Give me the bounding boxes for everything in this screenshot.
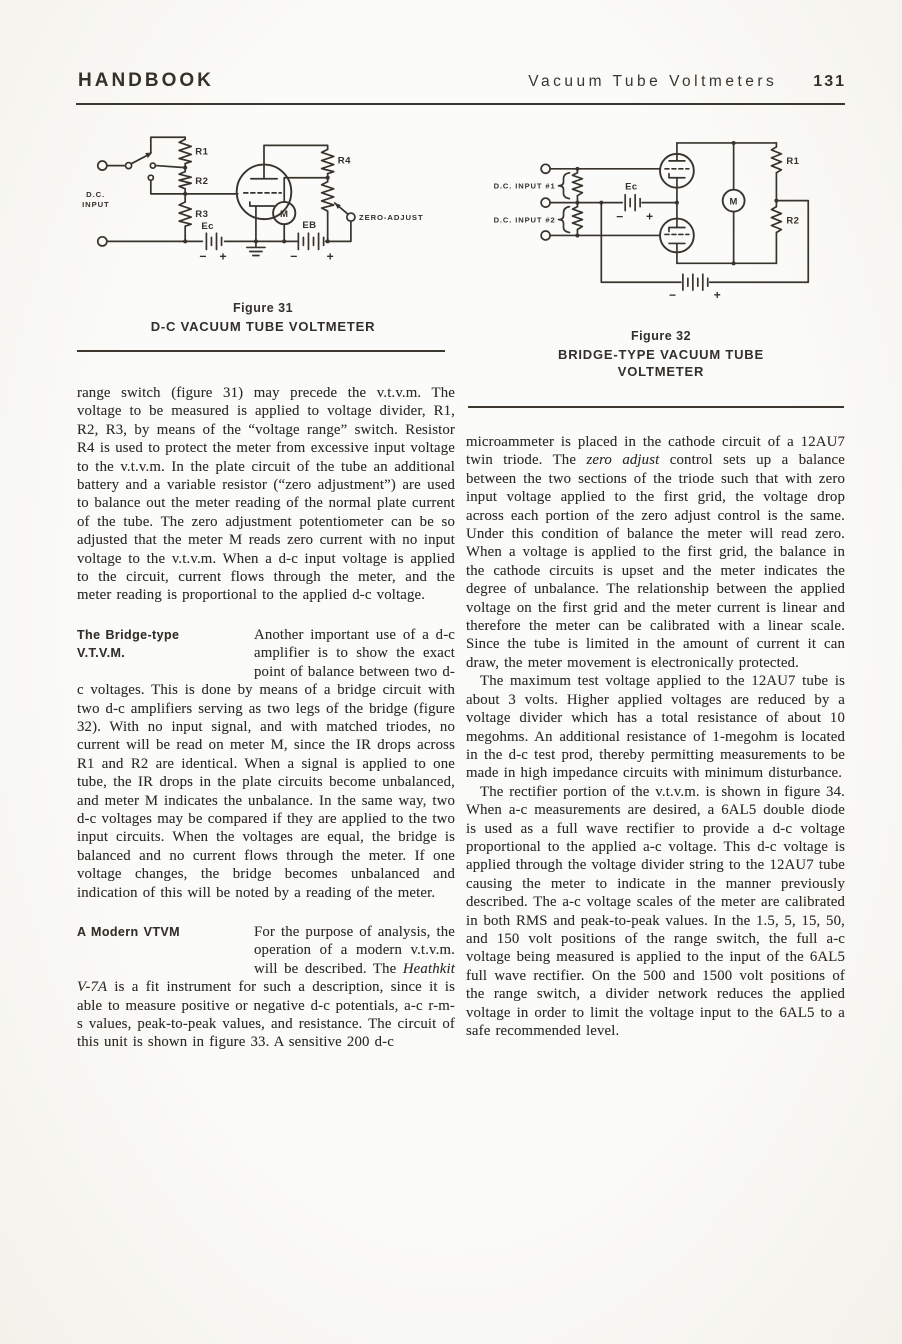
paragraph-microammeter [466,433,845,672]
right-column-rule [468,406,844,408]
paragraph-max-test-voltage: The maximum test voltage applied to the 12AU7 tube is about 3 volts. Higher applied voltages are reduced by a voltage divider which has a total resistance of about 10 megohms. An additional resistance of 1-megohm is located in the d-c test prod, thereby permitting measurements to be made in high impedance circuits with minimum disturbance. [466,673,845,782]
zero-adjust-label: ZERO-ADJUST [358,213,424,223]
section-heading-modern-vtvm: A Modern VTVM [77,924,180,939]
figure-32-title-line1: BRIDGE-TYPE VACUUM TUBE [558,347,764,362]
section-heading-bridge-type [77,626,254,681]
battery-plus-sign: + [713,288,721,303]
meter-label: M [280,209,289,221]
figure-31-caption [72,301,454,335]
resistor-r4-label: R4 [337,155,351,167]
chapter-title: Vacuum Tube Voltmeters [528,73,778,90]
right-text-column [466,433,845,1040]
section-bridge-type-vtvm [77,626,455,902]
dc-input-2-label: D.C. INPUT #2 [493,215,556,225]
microammeter-text-pre: microammeter is placed in the cathode circuit of a 12AU7 twin triode. The [466,434,845,469]
dc-input-label-line2: INPUT [82,200,110,210]
eb-plus-sign: + [326,249,334,264]
zero-adjust-italic: zero adjust [586,452,660,469]
modern-vtvm-text-pre: For the purpose of analysis, the operation of a modern v.t.v.m. will be described. The [254,923,455,977]
header-rule [76,103,845,105]
ec-battery-label: Ec [625,181,638,193]
modern-vtvm-text-post: is a fit instrument for such a description, since it is able to measure positive or negative d-c potentials, a-c r-m-s values, peak-to-peak values, and resistance. The circuit of this unit is shown in figure 33. A sensitive 200 d-c [77,979,455,1051]
circuit-wires [98,137,355,255]
ec-plus-sign: + [219,249,227,264]
ec-battery-label: Ec [201,221,214,233]
figure-32-title-line2: VOLTMETER [617,364,705,379]
figure-31-number: Figure 31 [232,301,294,315]
microammeter-text-post: control sets up a balance between the two sections of the triode such that with zero input voltage applied to the first grid, the voltage drop across each portion of the zero adjust control is the same. Under this condition of balance the meter will read zero. When a voltage is applied to the first grid, the balance in the cathode circuits is upset and the meter indicates the degree of unbalance. The relationship between the applied voltage on the first grid and the meter current is linear and therefore the meter can be calibrated with a linear scale. Since the tube is limited in the amount of current it can draw, the meter movement is electronically protected. [466,452,845,671]
heading-line-1: The Bridge-type [77,627,180,642]
eb-minus-sign: − [290,249,298,264]
ec-plus-sign: + [646,209,654,224]
heading-line-2: V.T.V.M. [77,646,126,661]
resistor-r3-label: R3 [195,209,209,221]
figure-32-number: Figure 32 [630,329,692,343]
circuit-labels [82,146,423,263]
page-header [78,70,846,92]
dc-input-1-label: D.C. INPUT #1 [493,181,556,191]
paragraph-bridge-type: Another important use of a d-c amplifier is to show the exact point of balance between two d-c voltages. This is done by means of a bridge circuit with two d-c amplifiers serving as two legs of the bridge (figure 32). With no input signal, and with matched triodes, no current will be read on meter M, since the IR drops across R1 and R2 are identical. When a signal is applied to one tube, the IR drops in the plate circuits become unbalanced, and meter M indicates the unbalance. In the same way, two d-c voltages may be compared if they are applied to the two input circuits. When the voltages are equal, the bridge is balanced and no current flows through the meter. If one voltage changes, the bridge becomes unbalanced and indication of this will be noted by a reading of the meter. [77,626,455,901]
resistor-r1-label: R1 [195,146,209,158]
resistor-r1-label: R1 [786,155,800,167]
section-modern-vtvm [77,923,455,1052]
ec-minus-sign: − [616,209,624,224]
figure-32-schematic [463,131,861,325]
paragraph-rectifier-portion: The rectifier portion of the v.t.v.m. is shown in figure 34. When a-c measurements are desired, a 6AL5 double diode is used as a full wave rectifier to provide a d-c voltage proportional to the applied a-c voltage. This d-c voltage is applied through the voltage divider string to the 12AU7 tube causing the meter to indicate in the manner previously described. The a-c voltage scales of the meter are calibrated in both RMS and peak-to-peak values. In the 1.5, 5, 15, 50, and 150 volt positions of the range switch, the full a-c voltage being measured is applied to the input of the 6AL5 full wave rectifier. On the 500 and 1500 volt positions of the range switch, a divider network reduces the applied voltage in order to limit the voltage input to the 6AL5 to a safe recommended level. [466,783,845,1039]
circuit-labels [494,156,800,302]
heathkit-model-name: Heathkit V-7A [77,960,455,996]
resistor-r2-label: R2 [195,175,209,187]
running-head-left: HANDBOOK [78,70,214,91]
ec-minus-sign: − [199,249,207,264]
running-head-right [528,73,846,91]
circuit-wires [541,141,808,290]
eb-battery-label: EB [302,220,317,232]
battery-minus-sign: − [668,288,676,303]
paragraph-range-switch: range switch (figure 31) may precede the v.t.v.m. The voltage to be measured is applied to voltage divider, R1, R2, R3, by means of the “voltage range” switch. Resistor R4 is used to protect the meter from excessive input voltage to the v.t.v.m. In the plate circuit of the tube an additional battery and a variable resistor (“zero adjustment”) are used to balance out the meter reading of the normal plate current of the tube. The zero adjustment potentiometer can be so adjusted that the meter M reads zero current with no input voltage to the v.t.v.m. When a d-c input voltage is applied to the circuit, current flows through the meter, and the meter reading is proportional to the applied d-c voltage. [77,385,455,604]
left-column-rule [77,350,445,352]
meter-label: M [729,196,738,208]
figure-31-schematic [72,114,456,298]
page-number: 131 [813,73,846,90]
dc-input-label-line1: D.C. [86,189,106,199]
figure-31-title: D-C VACUUM TUBE VOLTMETER [150,319,376,334]
resistor-r2-label: R2 [786,215,800,227]
figure-32-caption [463,329,859,380]
left-text-column [77,384,455,1052]
